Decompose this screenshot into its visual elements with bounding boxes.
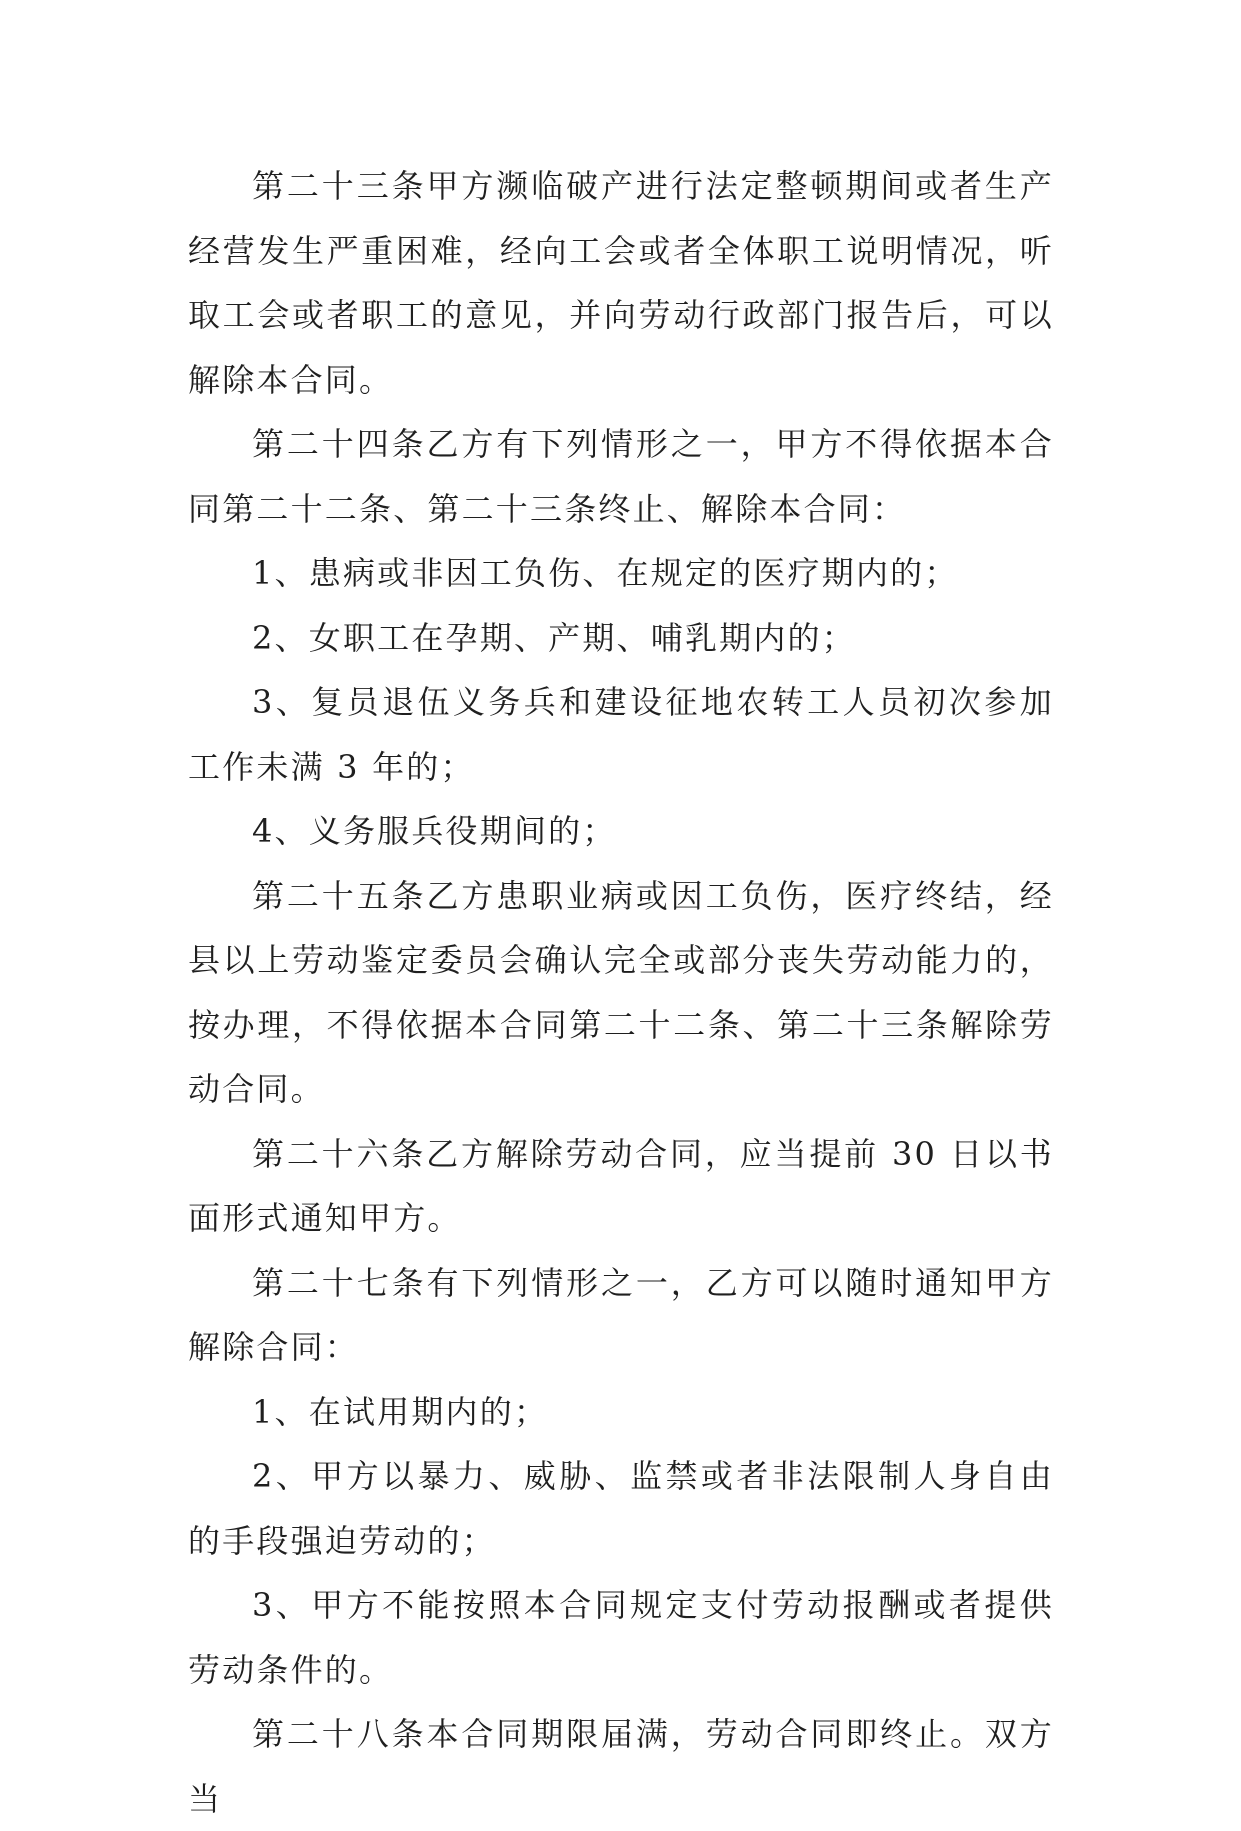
- article-24-item-4: 4、义务服兵役期间的；: [252, 812, 617, 850]
- article-24-item-3: 3、复员退伍义务兵和建设征地农转工人员初次参加工作未满 3 年的；: [188, 683, 1054, 786]
- article-24-paragraph: 第二十四条乙方有下列情形之一，甲方不得依据本合同第二十二条、第二十三条终止、解除本合同：: [188, 425, 1054, 528]
- contract-body: [188, 154, 1054, 1831]
- article-26-paragraph: 第二十六条乙方解除劳动合同，应当提前 30 日以书面形式通知甲方。: [188, 1134, 1054, 1237]
- article-24-item-2: 2、女职工在孕期、产期、哺乳期内的；: [252, 618, 856, 657]
- article-25-paragraph: 第二十五条乙方患职业病或因工负伤，医疗终结，经县以上劳动鉴定委员会确认完全或部分丧失劳动能力的，按办理，不得依据本合同第二十二条、第二十三条解除劳动合同。: [188, 876, 1054, 1108]
- article-27-item-3: 3、甲方不能按照本合同规定支付劳动报酬或者提供劳动条件的。: [188, 1586, 1054, 1689]
- article-27-item-1: 1、在试用期内的；: [252, 1392, 549, 1431]
- article-28-paragraph: 第二十八条本合同期限届满，劳动合同即终止。双方当: [188, 1715, 1054, 1818]
- article-27-paragraph: 第二十七条有下列情形之一，乙方可以随时通知甲方解除合同：: [188, 1263, 1054, 1366]
- article-23-paragraph: 第二十三条甲方濒临破产进行法定整顿期间或者生产经营发生严重困难，经向工会或者全体职工说明情况，听取工会或者职工的意见，并向劳动行政部门报告后，可以解除本合同。: [188, 167, 1054, 399]
- article-24-item-1: 1、患病或非因工负伤、在规定的医疗期内的；: [252, 554, 959, 592]
- article-27-item-2: 2、甲方以暴力、威胁、监禁或者非法限制人身自由的手段强迫劳动的；: [188, 1457, 1054, 1560]
